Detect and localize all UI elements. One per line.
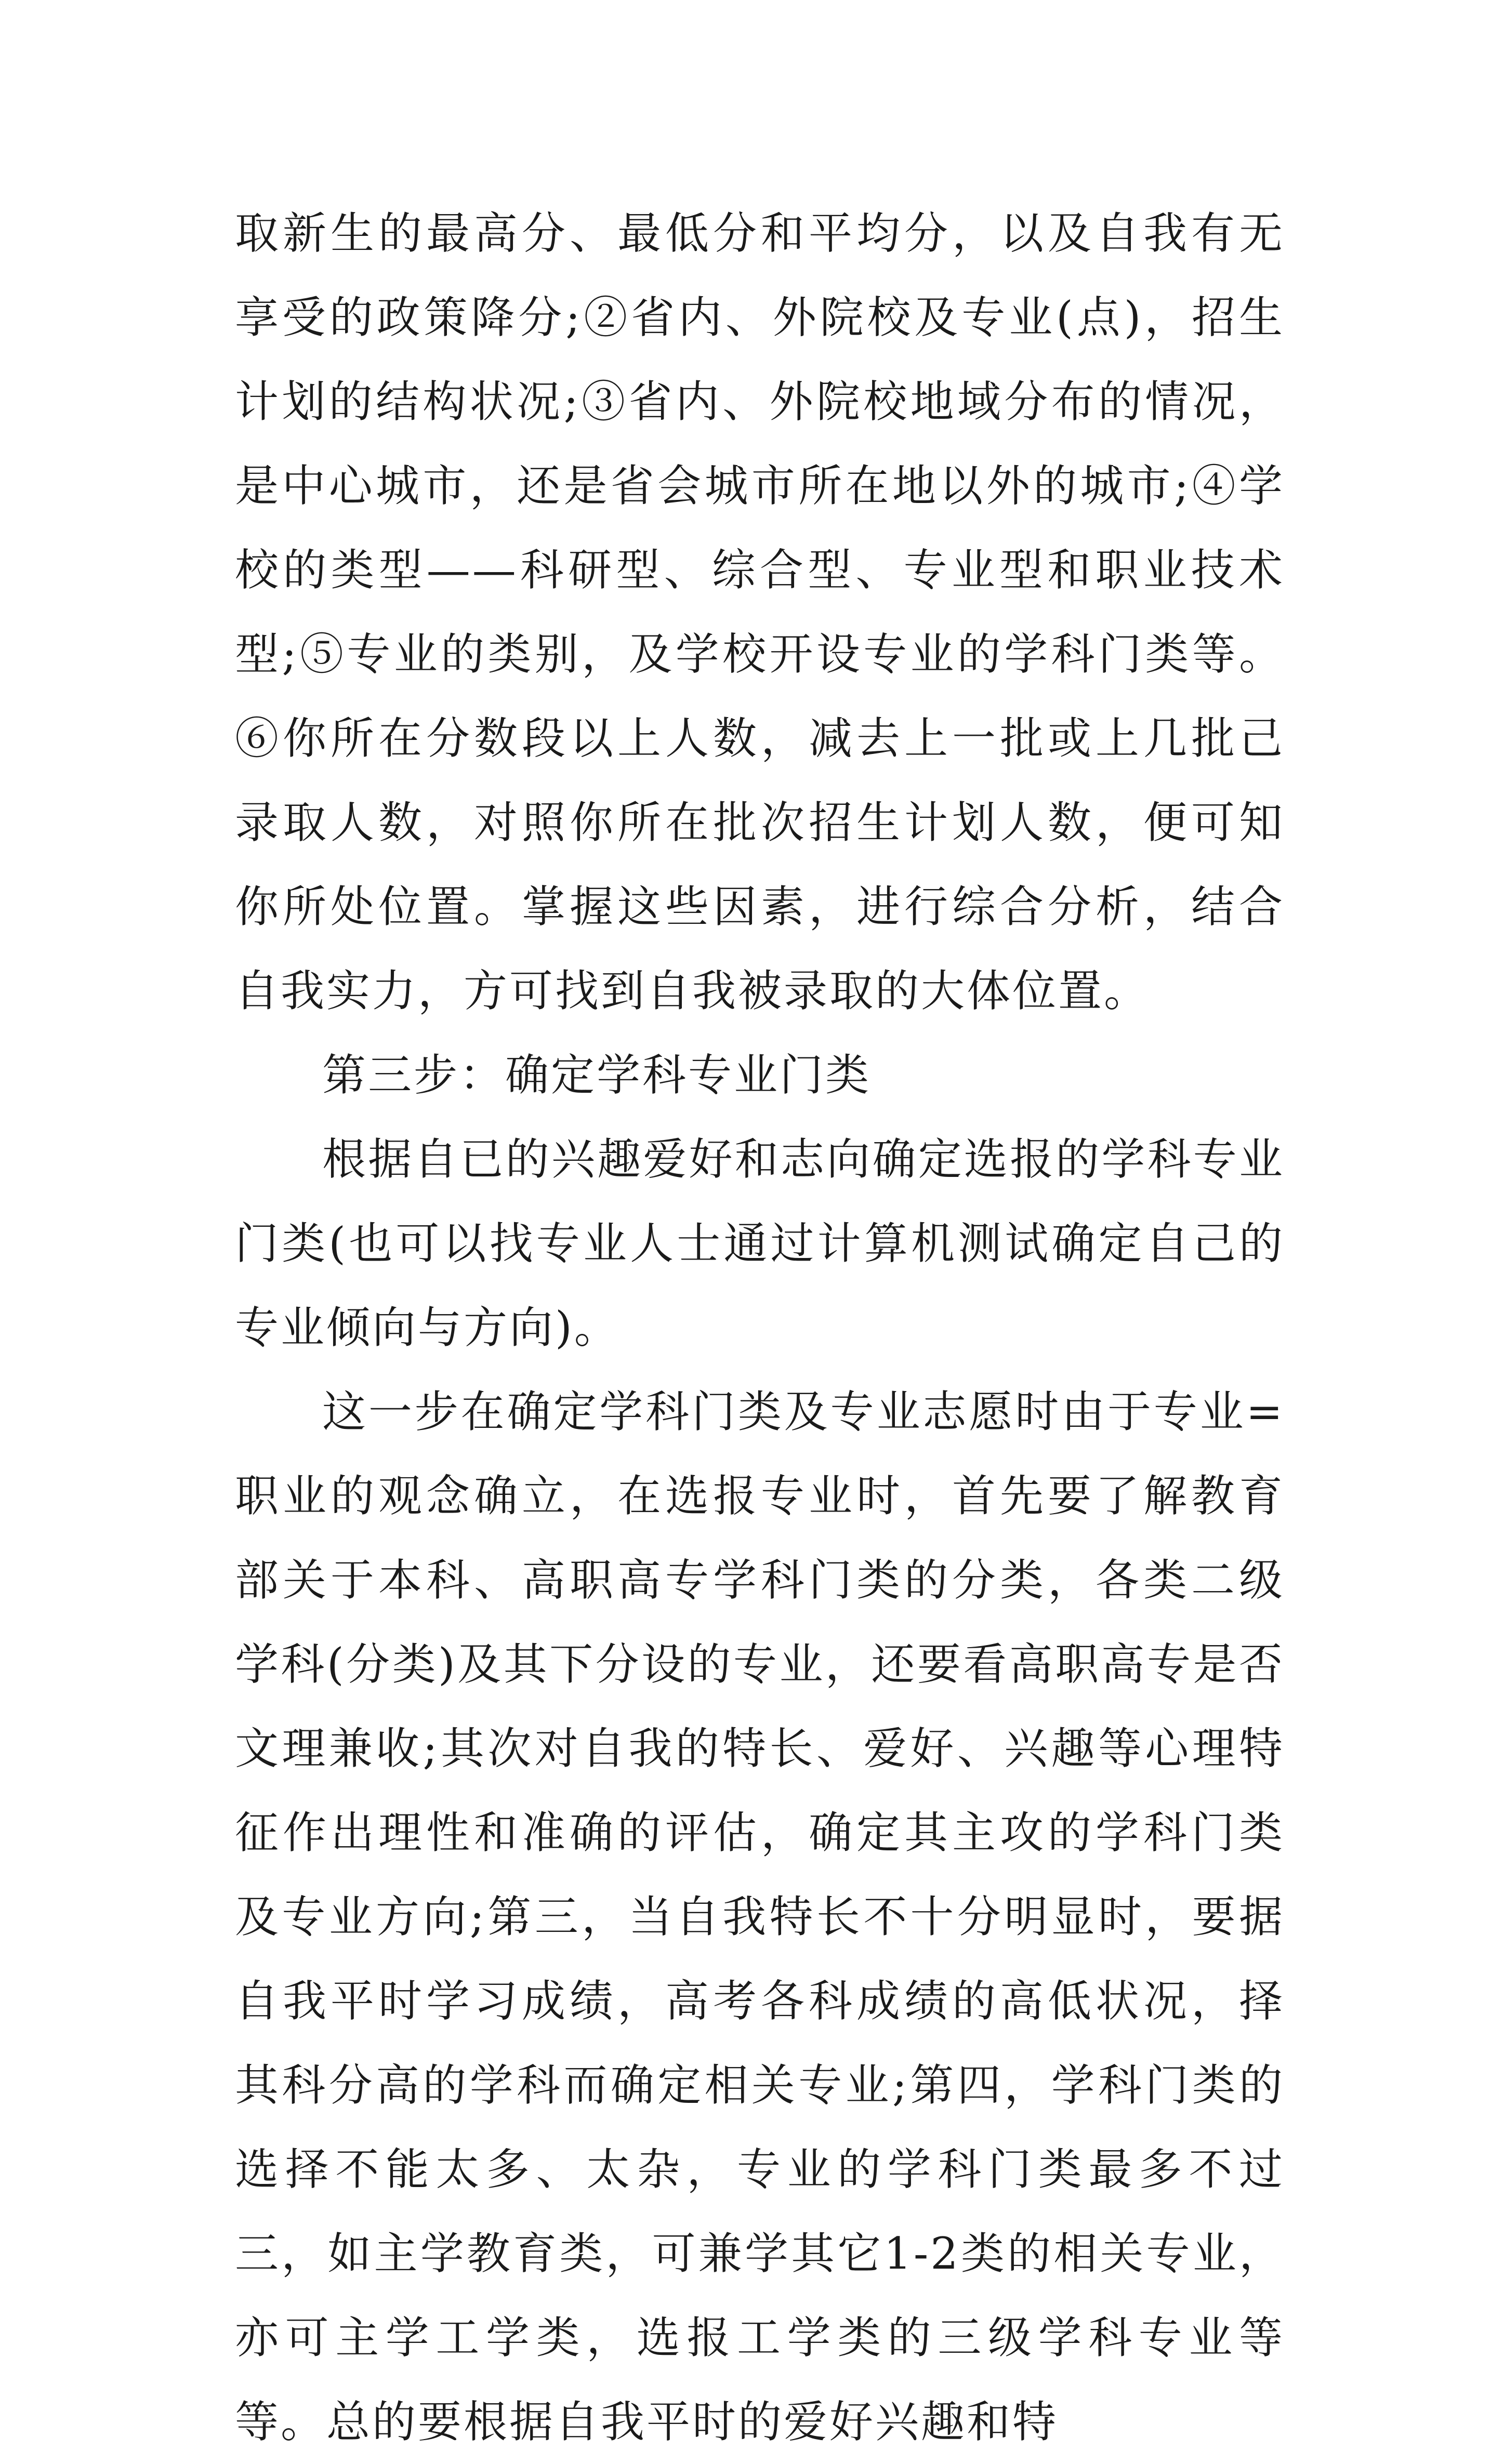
document-body [235,191,1285,2464]
step-3-heading: 第三步：确定学科专业门类 [322,1050,872,1101]
paragraph-category-details: 这一步在确定学科门类及专业志愿时由于专业=职业的观念确立，在选报专业时，首先要了解教育部关于本科、高职高专学科门类的分类，各类二级学科(分类)及其下分设的专业，还要看高职高专是否文理兼收;其次对自我的特长、爱好、兴趣等心理特征作出理性和准确的评估，确定其主攻的学科门类及专业方向;第三，当自我特长不十分明显时，要据自我平时学习成绩，高考各科成绩的高低状况，择其科分高的学科而确定相关专业;第四，学科门类的选择不能太多、太杂，专业的学科门类最多不过三，如主学教育类，可兼学其它1-2类的相关专业，亦可主学工学类，选报工学类的三级学科专业等等。总的要根据自我平时的爱好兴趣和特 [235,1386,1285,2447]
paragraph-choose-category: 根据自已的兴趣爱好和志向确定选报的学科专业门类(也可以找专业人士通过计算机测试确定自己的专业倾向与方向)。 [235,1134,1285,1353]
paragraph-admission-factors: 取新生的最高分、最低分和平均分，以及自我有无享受的政策降分;②省内、外院校及专业(点)，招生计划的结构状况;③省内、外院校地域分布的情况，是中心城市，还是省会城市所在地以外的城市;④学校的类型——科研型、综合型、专业型和职业技术型;⑤专业的类别，及学校开设专业的学科门类等。⑥你所在分数段以上人数，减去上一批或上几批己录取人数，对照你所在批次招生计划人数，便可知你所处位置。掌握这些因素，进行综合分析，结合自我实力，方可找到自我被录取的大体位置。 [235,208,1285,1016]
